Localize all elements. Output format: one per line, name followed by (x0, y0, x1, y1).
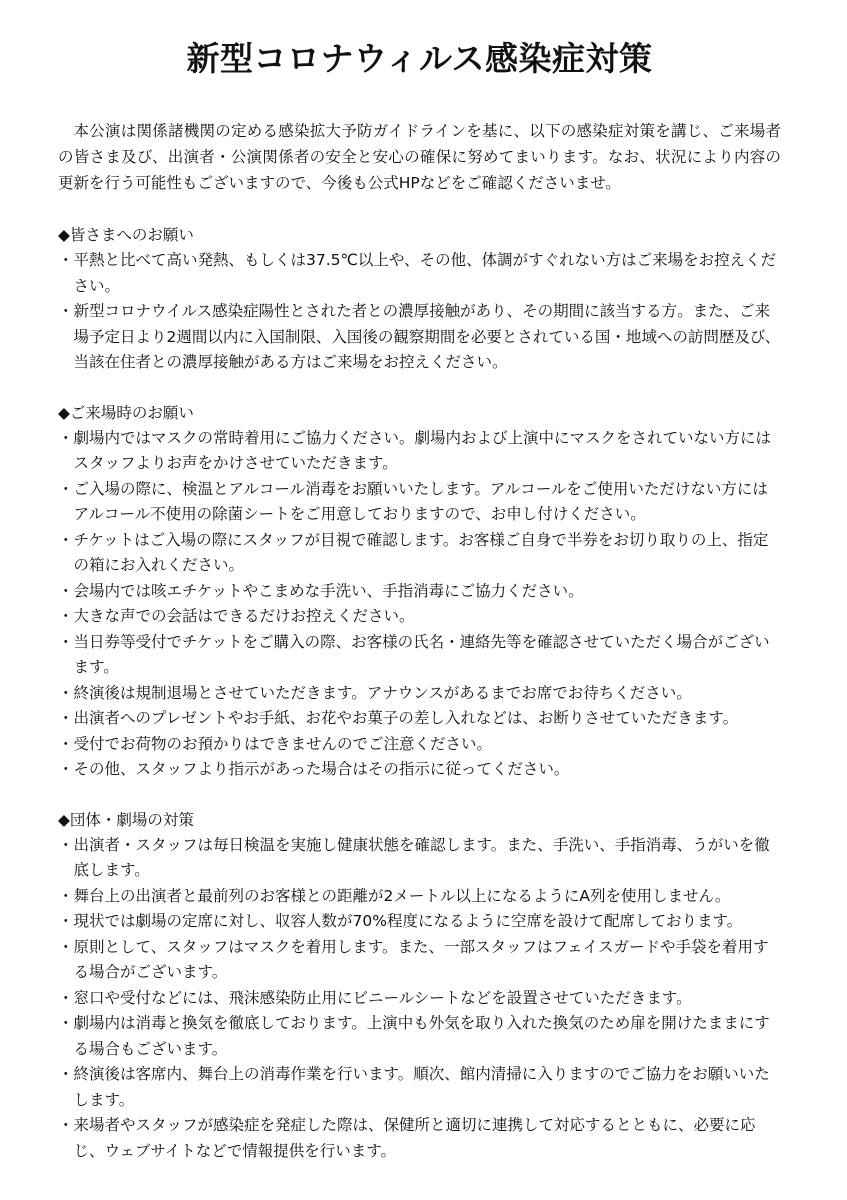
list-item: ・原則として、スタッフはマスクを着用します。また、一部スタッフはフェイスガードや手袋を着用する場合がございます。 (58, 937, 769, 981)
list-item: ・受付でお荷物のお預かりはできませんのでご注意ください。 (58, 734, 493, 753)
section-requests-on-arrival (58, 400, 781, 783)
list-item: ・その他、スタッフより指示があった場合はその指示に従ってください。 (58, 760, 570, 778)
list-item: ・ご入場の際に、検温とアルコール消毒をお願いいたします。アルコールをご使用いただけない方にはアルコール不使用の除菌シートをご用意しておりますので、お申し付けください。 (58, 479, 768, 523)
list-item: ・大きな声での会話はできるだけお控えください。 (58, 607, 415, 625)
list-item: ・当日券等受付でチケットをご購入の際、お客様の氏名・連絡先等を確認させていただく場合がございます。 (58, 632, 770, 676)
page-title: 新型コロナウィルス感染症対策 (186, 39, 653, 78)
list-item: ・新型コロナウイルス感染症陽性とされた者との濃厚接触があり、その期間に該当する方。また、ご来場予定日より2週間以内に入国制限、入国後の観察期間を必要とされている国・地域への訪問歴及び、当該在住者との濃厚接触がある方はご来場をお控えください。 (58, 302, 781, 371)
list-item: ・劇場内は消毒と換気を徹底しております。上演中も外気を取り入れた換気のため扉を開けたままにする場合もございます。 (58, 1014, 770, 1058)
list-item: ・来場者やスタッフが感染症を発症した際は、保健所と適切に連携して対応するとともに、必要に応じ、ウェブサイトなどで情報提供を行います。 (58, 1116, 756, 1160)
list-item: ・平熱と比べて高い発熱、もしくは37.5℃以上や、その他、体調がすぐれない方はご来場をお控えください。 (58, 251, 777, 295)
section-requests-for-everyone (58, 222, 781, 376)
section-heading: ◆ご来場時のお願い (58, 403, 194, 422)
list-item: ・現状では劇場の定席に対し、収容人数が70%程度になるように空席を設けて配席しております。 (58, 912, 743, 930)
section-heading: ◆団体・劇場の対策 (58, 810, 194, 829)
section-list (58, 248, 781, 376)
intro-paragraph: 本公演は関係諸機関の定める感染拡大予防ガイドラインを基に、以下の感染症対策を講じ、ご来場者の皆さま及び、出演者・公演関係者の安全と安心の確保に努めてまいります。なお、状況により内容の更新を行う可能性もございますので、今後も公式HPなどをご確認くださいませ。 (58, 122, 781, 192)
list-item: ・出演者へのプレゼントやお手紙、お花やお菓子の差し入れなどは、お断りさせていただきます。 (58, 709, 739, 727)
list-item: ・出演者・スタッフは毎日検温を実施し健康状態を確認します。また、手洗い、手指消毒、うがいを徹底します。 (58, 835, 770, 879)
list-item: ・チケットはご入場の際にスタッフが目視で確認します。お客様ご自身で半券をお切り取りの上、指定の箱にお入れください。 (58, 530, 769, 574)
list-item: ・会場内では咳エチケットやこまめな手洗い、手指消毒にご協力ください。 (58, 581, 584, 600)
list-item: ・舞台上の出演者と最前列のお客様との距離が2メートル以上になるようにA列を使用しません。 (58, 886, 731, 905)
list-item: ・終演後は規制退場とさせていただきます。アナウンスがあるまでお席でお待ちください。 (58, 683, 692, 702)
section-list (58, 426, 781, 783)
section-organization-measures (58, 807, 781, 1165)
section-heading: ◆皆さまへのお願い (58, 226, 194, 244)
section-list (58, 833, 781, 1165)
list-item: ・劇場内ではマスクの常時着用にご協力ください。劇場内および上演中にマスクをされていない方にはスタッフよりお声をかけさせていただきます。 (58, 428, 772, 472)
list-item: ・窓口や受付などには、飛沫感染防止用にビニールシートなどを設置させていただきます。 (58, 988, 692, 1007)
list-item: ・終演後は客席内、舞台上の消毒作業を行います。順次、館内清掃に入りますのでご協力をお願いいたします。 (58, 1065, 770, 1109)
